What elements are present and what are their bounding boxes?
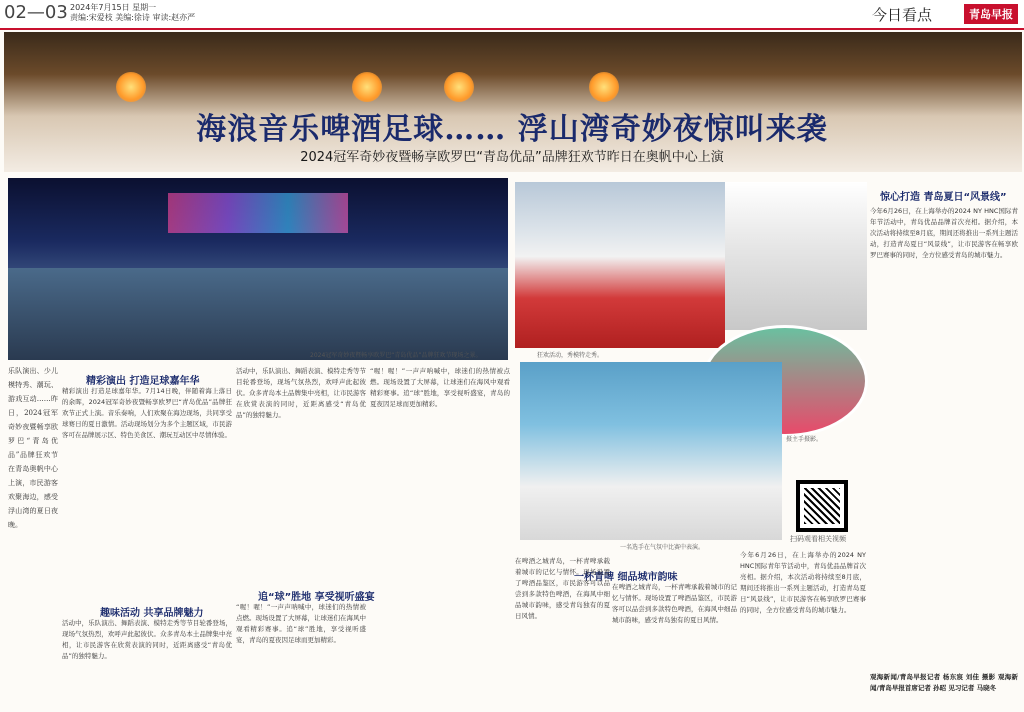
- section-heading-3: 追“球”胜地 享受视听盛宴: [258, 592, 375, 603]
- venue-ground: [8, 268, 508, 360]
- qr-code[interactable]: [796, 480, 848, 532]
- body-column-f: 在啤酒之城青岛，一杯青啤承载着城市的记忆与情怀。现场设置了啤酒品鉴区，市民游客可以品尝到多款特色啤酒，在海风中细品城市韵味，感受青岛独有的夏日风情。: [612, 583, 737, 624]
- top-bar: [0, 0, 1024, 30]
- page-numbers: 02—03: [4, 2, 68, 23]
- photo-caption-1: 2024冠军奇妙夜暨畅享欧罗巴“青岛优品”品牌狂欢节现场之景。: [310, 352, 482, 359]
- photo-runway: [515, 182, 725, 348]
- editors: 责编:宋爱枝 美编:徐诗 审读:赵亦严: [70, 13, 196, 22]
- lead-paragraph: 乐队演出、少儿模特秀、潮玩、游戏互动……昨日，2024冠军奇妙夜暨畅享欧罗巴“青岛优品”品牌狂欢节在青岛奥帆中心上演，市民游客欢聚海边，感受浮山湾的夏日夜晚。: [8, 367, 58, 529]
- section-heading-5: 惊心打造 青岛夏日“风景线”: [880, 192, 1007, 203]
- string-light-icon: [589, 72, 619, 102]
- subhead: 2024冠军奇妙夜暨畅享欧罗巴“青岛优品”品牌狂欢节昨日在奥帆中心上演: [300, 150, 724, 165]
- section-heading-2: 趣味活动 共享品牌魅力: [100, 608, 204, 619]
- qr-pattern: [804, 488, 840, 524]
- photo-stage-crowd: [725, 182, 867, 330]
- string-light-icon: [352, 72, 382, 102]
- sidebar-column: [870, 182, 1020, 708]
- photo-caption-4: 一名选手在气氛中比赛中表演。: [620, 544, 705, 551]
- qr-caption: 扫码观看相关视频: [790, 535, 846, 543]
- headline: 海浪音乐啤酒足球…… 浮山湾奇妙夜惊叫来袭: [196, 112, 828, 147]
- body-column-a: 精彩演出 打造足球嘉年华。7月14日晚，伴随着海上落日的余晖，2024冠军奇妙夜暨畅享欧罗巴“青岛优品”品牌狂欢节正式上演。音乐奏响，人们欢聚在海边现场，共同享受球赛日的夏日激情。活动现场划分为多个主题区域，市民游客可在品牌展示区、特色美食区、潮玩互动区中尽情体验。: [62, 387, 232, 439]
- string-light-icon: [116, 72, 146, 102]
- body-column-e: 在啤酒之城青岛，一杯青啤承载着城市的记忆与情怀。现场设置了啤酒品鉴区，市民游客可以品尝到多款特色啤酒，在海风中细品城市韵味，感受青岛独有的夏日风情。: [515, 557, 610, 620]
- section-heading-4: 一杯青啤 细品城市韵味: [574, 572, 678, 583]
- byline: 观海新闻/青岛早报记者 杨东宸 刘佳 摄影 观海新闻/青岛早报首席记者 孙昭 见习记者 马晓冬: [870, 673, 1018, 692]
- body-column-a2: 活动中，乐队演出、舞蹈表演、模特走秀等节目轮番登场，现场气氛热烈，欢呼声此起彼伏。众多青岛本土品牌集中亮相，让市民游客在欣赏表演的同时，近距离感受“青岛优品”的独特魅力。: [62, 619, 232, 660]
- date: 2024年7月15日 星期一: [70, 3, 157, 12]
- photo-night-venue: [8, 178, 508, 360]
- photo-contest: [520, 362, 782, 540]
- skyline-lights: [168, 193, 348, 233]
- string-light-icon: [444, 72, 474, 102]
- body-column-b: 活动中，乐队演出、舞蹈表演、模特走秀等节目轮番登场，现场气氛热烈，欢呼声此起彼伏。众多青岛本土品牌集中亮相，让市民游客在欣赏表演的同时，近距离感受“青岛优品”的独特魅力。: [236, 367, 366, 419]
- date-line: [70, 3, 195, 23]
- section-title: 今日看点: [871, 6, 932, 24]
- sidebar-body: 今年6月26日，在上海举办的2024 NY HNC国际青年节活动中，青岛优品品牌首次亮相。据介绍，本次活动将持续至8月底，期间还将推出一系列主题活动，打造青岛夏日“风景线”，让市民游客在畅享欧罗巴赛事的同时，全方位感受青岛的城市魅力。: [870, 207, 1018, 259]
- photo-caption-3: 摄主手摄影。: [786, 436, 823, 443]
- section-heading-1: 精彩演出 打造足球嘉年华: [86, 376, 200, 387]
- photo-caption-2: 狂欢活动，秀模特走秀。: [537, 352, 604, 359]
- body-column-g: 今年6月26日，在上海举办的2024 NY HNC国际青年节活动中，青岛优品品牌首次亮相。据介绍，本次活动将持续至8月底，期间还将推出一系列主题活动，打造青岛夏日“风景线”，让市民游客在畅享欧罗巴赛事的同时，全方位感受青岛的城市魅力。: [740, 551, 866, 614]
- brand-logo: 青岛早报: [964, 4, 1018, 24]
- body-column-d: “喔！喔！”一声声呐喊中，球迷们的热情被点燃。现场设置了大屏幕，让球迷们在海风中观看精彩赛事。追“球”胜地，享受视听盛宴，青岛的夏夜因足球而更加精彩。: [370, 367, 510, 408]
- body-column-c: “喔！喔！”一声声呐喊中，球迷们的热情被点燃。现场设置了大屏幕，让球迷们在海风中观看精彩赛事。追“球”胜地，享受视听盛宴，青岛的夏夜因足球而更加精彩。: [236, 603, 366, 644]
